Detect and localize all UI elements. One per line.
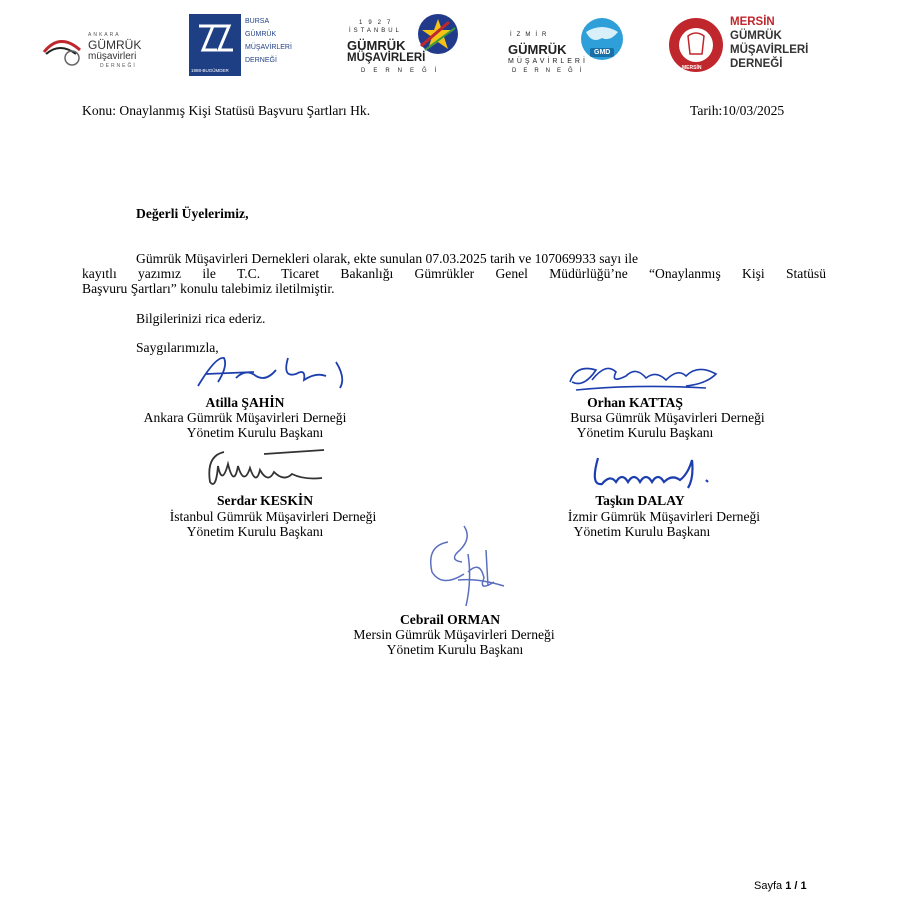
ankara-logo-line1: GÜMRÜK bbox=[88, 38, 142, 52]
bursa-line3: MÜŞAVİRLERİ bbox=[245, 44, 292, 51]
star-emblem-icon bbox=[415, 12, 461, 56]
paragraph1-line1: Gümrük Müşavirleri Dernekleri olarak, ekte sunulan 07.03.2025 tarih ve 107069933 sayı ile bbox=[136, 251, 639, 266]
greeting: Değerli Üyelerimiz, bbox=[136, 206, 249, 221]
page-footer bbox=[754, 880, 807, 892]
ankara-logo-line3: DERNEĞİ bbox=[100, 63, 137, 69]
bursa-emblem-icon bbox=[189, 14, 241, 64]
subject-line: Konu: Onaylanmış Kişi Statüsü Başvuru Şartları Hk. bbox=[82, 103, 371, 118]
izmir-line3: DERNEĞİ bbox=[512, 68, 589, 74]
bursa-logo bbox=[189, 12, 299, 80]
mersin-ring-bottom: MERSİN bbox=[682, 65, 702, 71]
izmir-top: İZMİR bbox=[510, 32, 552, 38]
signature-taskin-dalay bbox=[588, 452, 718, 492]
bursa-emblem bbox=[189, 14, 241, 76]
signatory-3-name: Serdar KESKİN bbox=[216, 493, 314, 508]
signature-atilla-sahin bbox=[196, 352, 356, 392]
bursa-line4: DERNEĞİ bbox=[245, 57, 277, 64]
izmir-line1: GÜMRÜK bbox=[508, 42, 567, 57]
ankara-logo-small: ANKARA bbox=[88, 32, 121, 38]
signatory-3-title: Yönetim Kurulu Başkanı bbox=[186, 524, 324, 539]
istanbul-logo bbox=[347, 12, 469, 80]
istanbul-line2: MÜŞAVİRLERİ bbox=[347, 52, 426, 64]
istanbul-line3: DERNEĞİ bbox=[361, 68, 445, 74]
signatory-1-org: Ankara Gümrük Müşavirleri Derneği bbox=[143, 410, 347, 425]
mersin-line1: MERSİN bbox=[730, 16, 775, 28]
istanbul-year: 1927 bbox=[359, 20, 397, 26]
signatory-4-org: İzmir Gümrük Müşavirleri Derneği bbox=[567, 509, 761, 524]
signatory-4-name: Taşkın DALAY bbox=[595, 493, 685, 508]
mersin-line3: MÜŞAVİRLERİ bbox=[730, 44, 809, 56]
signatory-1-title: Yönetim Kurulu Başkanı bbox=[186, 425, 324, 440]
signatory-5-title: Yönetim Kurulu Başkanı bbox=[386, 642, 524, 657]
date-line: Tarih:10/03/2025 bbox=[690, 103, 785, 118]
footer-label: Sayfa bbox=[754, 880, 783, 892]
paragraph1-line2: kayıtlı yazımız ile T.C. Ticaret Bakanlığı Gümrükler Genel Müdürlüğü’ne “Onaylanmış Kişi Statüsü bbox=[82, 266, 826, 281]
mersin-logo bbox=[668, 12, 808, 80]
mersin-line4: DERNEĞİ bbox=[730, 58, 783, 70]
signatory-3-org: İstanbul Gümrük Müşavirleri Derneği bbox=[169, 509, 377, 524]
footer-page-number: 1 / 1 bbox=[785, 880, 807, 892]
signature-serdar-keskin bbox=[204, 446, 334, 494]
signatory-1-name: Atilla ŞAHİN bbox=[205, 395, 285, 410]
mersin-line2: GÜMRÜK bbox=[730, 30, 782, 42]
ankara-emblem-icon bbox=[42, 28, 82, 68]
ankara-logo-line2: müşavirleri bbox=[88, 51, 137, 62]
bursa-line2: GÜMRÜK bbox=[245, 31, 277, 38]
signature-cebrail-orman bbox=[418, 520, 518, 610]
izmir-badge: GMD bbox=[594, 49, 611, 56]
signatory-2-org: Bursa Gümrük Müşavirleri Derneği bbox=[570, 410, 765, 425]
izmir-line2: MÜŞAVİRLERİ bbox=[508, 58, 588, 65]
ankara-logo bbox=[42, 12, 152, 80]
closing: Saygılarımızla, bbox=[136, 340, 219, 355]
paragraph2: Bilgilerinizi rica ederiz. bbox=[136, 311, 266, 326]
globe-emblem-icon bbox=[572, 14, 632, 64]
signature-orhan-kattas bbox=[566, 360, 726, 394]
istanbul-line1: GÜMRÜK bbox=[347, 38, 406, 53]
signatory-5-org: Mersin Gümrük Müşavirleri Derneği bbox=[353, 627, 555, 642]
signatory-5-name: Cebrail ORMAN bbox=[399, 612, 501, 627]
signatory-2-title: Yönetim Kurulu Başkanı bbox=[576, 425, 714, 440]
signatory-2-name: Orhan KATTAŞ bbox=[587, 395, 683, 410]
bursa-line1: BURSA bbox=[245, 18, 270, 25]
signatory-4-title: Yönetim Kurulu Başkanı bbox=[573, 524, 711, 539]
paragraph1-line3: Başvuru Şartları” konulu talebimiz iletilmiştir. bbox=[82, 281, 335, 296]
bursa-est: 1988-BUGÜMDER bbox=[191, 68, 229, 73]
istanbul-top: İSTANBUL bbox=[349, 28, 402, 34]
izmir-logo bbox=[508, 12, 633, 80]
